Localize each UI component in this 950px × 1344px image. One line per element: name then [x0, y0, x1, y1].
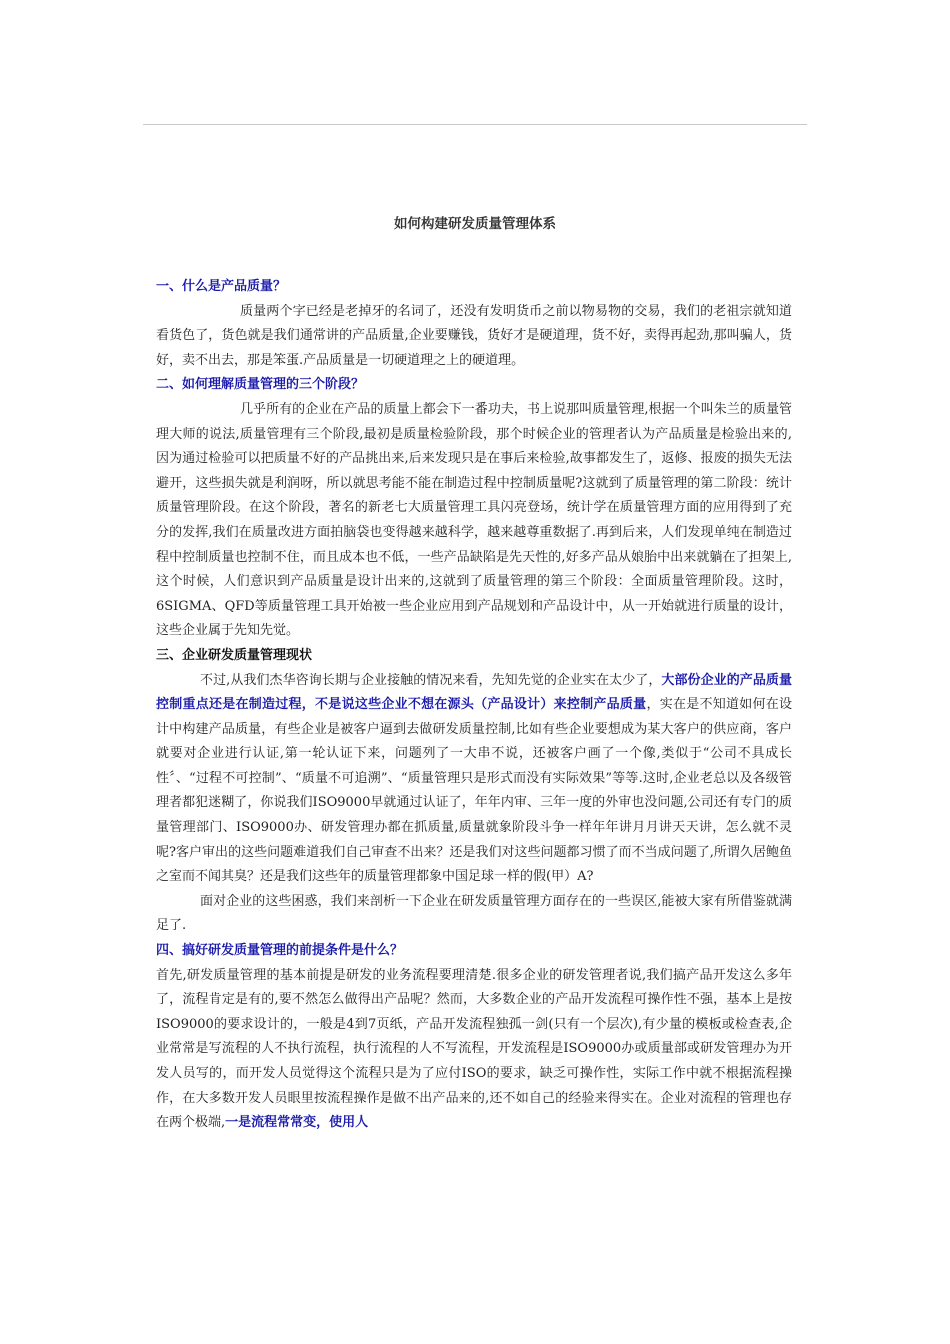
section-3-paragraph-2: 面对企业的这些困惑，我们来剖析一下企业在研发质量管理方面存在的一些误区,能被大家有所借鉴就满足了.	[156, 893, 792, 934]
document-title: 如何构建研发质量管理体系	[394, 216, 556, 232]
section-3-highlight: 大部份企业的产品质量控制重点还是在制造过程，不是说这些企业不想在源头（产品设计）来控制产品质量	[156, 672, 792, 713]
section-3-paragraph-1	[156, 669, 792, 890]
section-heading-2: 二、如何理解质量管理的三个阶段？	[156, 377, 365, 393]
section-4-paragraph	[156, 964, 792, 1136]
document-body	[156, 275, 792, 1136]
section-heading-1: 一、什么是产品质量？	[156, 279, 287, 294]
section-heading-3: 三、企业研发质量管理现状	[156, 647, 313, 663]
section-4-text-before: 首先,研发质量管理的基本前提是研发的业务流程要理清楚.很多企业的研发管理者说,我们搞产品开发这么多年了，流程肯定是有的,要不然怎么做得出产品呢？然而，大多数企业的产品开发流程可操作性不强，基本上是按ISO9000的要求设计的，一般是4到7页纸，产品开发流程独孤一剑(只有一个层次),有少量的模板或检查表,企业常常是写流程的人不执行流程，执行流程的人不写流程，开发流程是ISO9000办或质量部或研发管理办为开发人员写的，而开发人员觉得这个流程只是为了应付ISO的要求，缺乏可操作性，实际工作中就不根据流程操作，在大多数开发人员眼里按流程操作是做不出产品来的,还不如自己的经验来得实在。企业对流程的管理也存在两个极端,	[156, 967, 792, 1131]
section-1-paragraph: 质量两个字已经是老掉牙的名词了，还没有发明货币之前以物易物的交易，我们的老祖宗就知道看货色了，货色就是我们通常讲的产品质量,企业要赚钱，货好才是硬道理，货不好，卖得再起劲,那叫骗人，货好，卖不出去，那是笨蛋.产品质量是一切硬道理之上的硬道理。	[156, 303, 792, 368]
section-2-paragraph: 几乎所有的企业在产品的质量上都会下一番功夫，书上说那叫质量管理,根据一个叫朱兰的质量管理大师的说法,质量管理有三个阶段,最初是质量检验阶段，那个时候企业的管理者认为产品质量是检验出来的,因为通过检验可以把质量不好的产品挑出来,后来发现只是在事后来检验,故事都发生了，返修、报废的损失无法避开，这些损失就是利润呀，所以就思考能不能在制造过程中控制质量呢?这就到了质量管理的第二阶段：统计质量管理阶段。在这个阶段，著名的新老七大质量管理工具闪亮登场，统计学在质量管理方面的应用得到了充分的发挥,我们在质量改进方面拍脑袋也变得越来越科学，越来越尊重数据了.再到后来，人们发现单纯在制造过程中控制质量也控制不住，而且成本也不低，一些产品缺陷是先天性的,好多产品从娘胎中出来就躺在了担架上,这个时候，人们意识到产品质量是设计出来的,这就到了质量管理的第三个阶段：全面质量管理阶段。这时，6SIGMA、QFD等质量管理工具开始被一些企业应用到产品规划和产品设计中，从一开始就进行质量的设计，这些企业属于先知先觉。	[156, 401, 792, 639]
section-3-text-after: ，实在是不知道如何在设计中构建产品质量，有些企业是被客户逼到去做研发质量控制,比如有些企业要想成为某大客户的供应商，客户就要对企业进行认证,第一轮认证下来，问题列了一大串不说，还被客户画了一个像,类似于“公司不具成长性〞、“过程不可控制”、“质量不可追溯”、“质量管理只是形式而没有实际效果”等等.这时,企业老总以及各级管理者都犯迷糊了，你说我们ISO9000早就通过认证了，年年内审、三年一度的外审也没问题,公司还有专门的质量管理部门、ISO9000办、研发管理办都在抓质量,质量就象阶段斗争一样年年讲月月讲天天讲，怎么就不灵呢?客户审出的这些问题难道我们自己审查不出来？还是我们对这些问题都习惯了而不当成问题了,所谓久居鲍鱼之室而不闻其臭？还是我们这些年的质量管理都象中国足球一样的假(甲）A?	[156, 697, 792, 885]
section-3-text-before: 不过,从我们杰华咨询长期与企业接触的情况来看，先知先觉的企业实在太少了，	[200, 672, 662, 688]
header-rule	[143, 124, 807, 125]
section-4-highlight: 一是流程常常变，使用人	[225, 1115, 369, 1131]
section-heading-4: 四、搞好研发质量管理的前提条件是什么？	[156, 943, 404, 959]
